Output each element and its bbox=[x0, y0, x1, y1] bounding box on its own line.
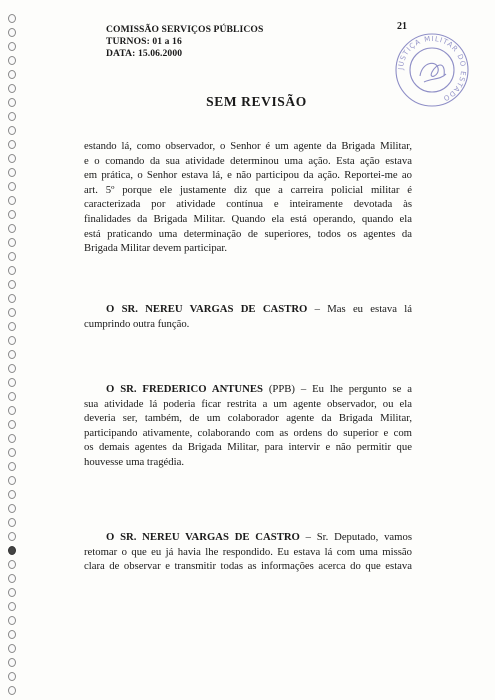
binding-hole bbox=[8, 504, 16, 513]
binding-hole bbox=[8, 448, 16, 457]
text-line: art. 5º porque ele justamente diz que a carreira policial militar é bbox=[84, 183, 412, 196]
binding-hole bbox=[8, 28, 16, 37]
text-line: clara de observar e transmitir todas as informações acerca do que estava bbox=[84, 560, 412, 573]
speech-block bbox=[84, 302, 412, 331]
binding-hole bbox=[8, 182, 16, 191]
binding-hole bbox=[8, 588, 16, 597]
binding-hole bbox=[8, 672, 16, 681]
speech-text: – Sr. Deputado, vamos bbox=[299, 531, 412, 543]
speech-first-line bbox=[84, 530, 412, 545]
text-line: e o comando da sua atividade determinou uma ação. Esta ação estava bbox=[84, 154, 412, 167]
speaker-name: O SR. NEREU VARGAS DE CASTRO bbox=[106, 531, 300, 543]
text-line: sua atividade lá poderia ficar restrita a um agente observador, ou ela bbox=[84, 397, 412, 410]
binding-hole bbox=[8, 364, 16, 373]
text-line: participando ativamente, colaborando com as ordens do superior e com bbox=[84, 426, 412, 439]
binding-hole bbox=[8, 322, 16, 331]
binding-hole bbox=[8, 224, 16, 233]
binding-hole bbox=[8, 14, 16, 23]
text-line: está praticando uma determinação de superiores, todos os agentes da bbox=[84, 227, 412, 240]
binding-hole bbox=[8, 140, 16, 149]
binding-hole bbox=[8, 476, 16, 485]
binding-hole bbox=[8, 574, 16, 583]
binding-hole bbox=[8, 308, 16, 317]
binding-hole bbox=[8, 518, 16, 527]
binding-hole bbox=[8, 490, 16, 499]
binding-hole bbox=[8, 294, 16, 303]
binding-hole bbox=[8, 112, 16, 121]
speaker-party: (PPB) bbox=[262, 383, 295, 395]
binding-hole bbox=[8, 616, 16, 625]
text-line: retomar o que eu já havia lhe respondido. Eu estava lá com uma missão bbox=[84, 545, 412, 558]
text-line: Brigada Militar devem participar. bbox=[84, 242, 228, 255]
binding-hole bbox=[8, 336, 16, 345]
page-number: 21 bbox=[397, 21, 407, 32]
binding-hole bbox=[8, 434, 16, 443]
stamp-ring-text: JUSTIÇA MILITAR DO ESTADO bbox=[396, 34, 468, 103]
binding-hole bbox=[8, 420, 16, 429]
text-line: houvesse uma tragédia. bbox=[84, 455, 185, 468]
speech-first-line bbox=[84, 302, 412, 317]
binding-hole bbox=[8, 126, 16, 135]
binding-hole bbox=[8, 210, 16, 219]
document-header bbox=[106, 24, 263, 60]
speaker-name: O SR. NEREU VARGAS DE CASTRO bbox=[106, 303, 308, 315]
binding-hole bbox=[8, 266, 16, 275]
binding-hole bbox=[8, 392, 16, 401]
speech-first-line bbox=[84, 382, 412, 397]
binding-hole bbox=[8, 532, 16, 541]
binding-hole bbox=[8, 686, 16, 695]
text-line: os demais agentes da Brigada Militar, para intervir e não permitir que bbox=[84, 441, 412, 454]
text-line: estando lá, como observador, o Senhor é um agente da Brigada Militar, bbox=[84, 140, 412, 152]
speech-text: – Eu lhe pergunto se a bbox=[294, 383, 413, 395]
header-turns: TURNOS: 01 a 16 bbox=[106, 36, 182, 47]
binding-hole bbox=[8, 280, 16, 289]
binding-hole bbox=[8, 406, 16, 415]
header-date: DATA: 15.06.2000 bbox=[106, 48, 183, 59]
binding-hole bbox=[8, 560, 16, 569]
header-committee: COMISSÃO SERVIÇOS PÚBLICOS bbox=[106, 24, 264, 35]
binding-hole bbox=[8, 602, 16, 611]
binding-hole bbox=[8, 42, 16, 51]
text-line: finalidades da Brigada Militar. Quando ela está operando, quando ela bbox=[84, 212, 412, 225]
binding-hole bbox=[8, 56, 16, 65]
text-line: em prática, o Senhor estava lá, e não participou da ação. Reportei-me ao bbox=[84, 169, 412, 182]
speech-text: – Mas eu estava lá bbox=[307, 303, 412, 315]
speaker-name: O SR. FREDERICO ANTUNES bbox=[106, 383, 263, 395]
binding-hole bbox=[8, 630, 16, 639]
binding-hole bbox=[8, 238, 16, 247]
text-line: deveria ser, também, de um colaborador agente da Brigada Militar, bbox=[84, 412, 412, 425]
binding-hole bbox=[8, 154, 16, 163]
continuation-paragraph bbox=[84, 139, 412, 256]
spiral-binding bbox=[8, 14, 18, 700]
binding-hole bbox=[8, 350, 16, 359]
binding-hole bbox=[8, 252, 16, 261]
binding-hole bbox=[8, 546, 16, 555]
binding-hole bbox=[8, 462, 16, 471]
binding-hole bbox=[8, 168, 16, 177]
revision-status: SEM REVISÃO bbox=[206, 94, 307, 109]
binding-hole bbox=[8, 196, 16, 205]
text-line: cumprindo outra função. bbox=[84, 317, 190, 330]
binding-hole bbox=[8, 644, 16, 653]
binding-hole bbox=[8, 84, 16, 93]
speech-block bbox=[84, 530, 412, 574]
binding-hole bbox=[8, 70, 16, 79]
text-line: caracterizada por atividade contínua e inteiramente devotada às bbox=[84, 198, 412, 211]
binding-hole bbox=[8, 378, 16, 387]
binding-hole bbox=[8, 658, 16, 667]
speech-block bbox=[84, 382, 412, 470]
